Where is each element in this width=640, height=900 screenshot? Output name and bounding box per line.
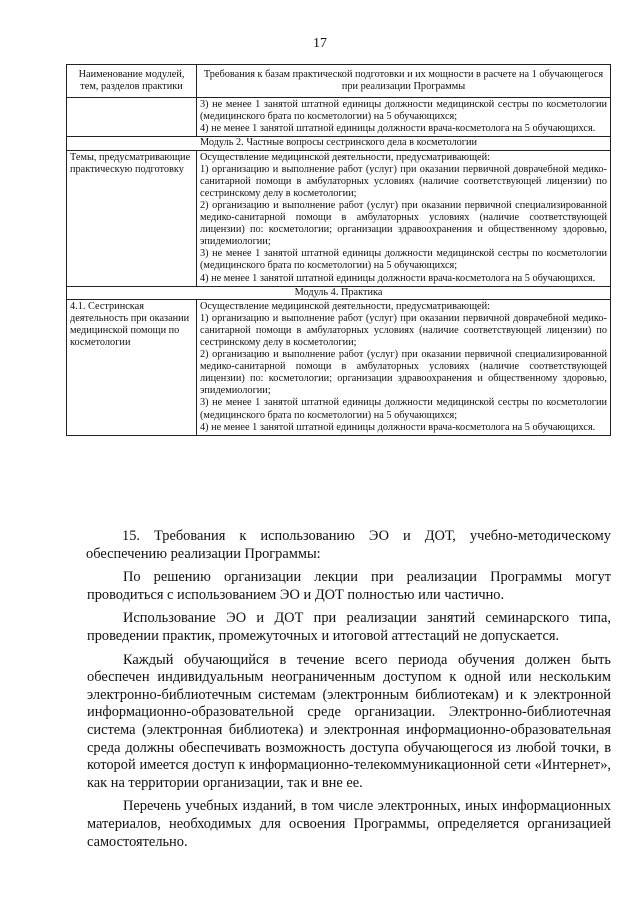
body-paragraph: По решению организации лекции при реализации Программы могут проводиться с использованием ЭО и ДОТ полностью или частично. (87, 569, 611, 603)
body-paragraph: Перечень учебных изданий, в том числе электронных, иных информационных материалов, необходимых для освоения Программы, определяется организацией самостоятельно. (87, 798, 611, 850)
section-heading-paragraph: 15. Требования к использованию ЭО и ДОТ, учебно-методическому обеспечению реализации Программы: (86, 528, 611, 562)
requirement-item: 1) организацию и выполнение работ (услуг) при оказании первичной доврачебной медико-санитарной помощи в амбулаторных условиях (наличие соответствующей лицензии) по сестринскому делу в косметологии; (200, 163, 607, 199)
module-4-requirements-cell (197, 299, 611, 435)
requirement-item: 1) организацию и выполнение работ (услуг) при оказании первичной доврачебной медико-санитарной помощи в амбулаторных условиях (наличие соответствующей лицензии) по сестринскому делу в косметологии; (200, 312, 607, 348)
module-4-title: Модуль 4. Практика (67, 286, 611, 299)
module-4-label-cell (67, 299, 197, 435)
requirement-item: 3) не менее 1 занятой штатной единицы должности медицинской сестры по косметологии (медицинского брата по косметологии) на 5 обучающихся; (200, 248, 607, 272)
continuation-row (67, 98, 611, 137)
requirement-item: 4) не менее 1 занятой штатной единицы должности врача-косметолога на 5 обучающихся. (200, 421, 596, 433)
practice-requirements-table (66, 64, 611, 436)
requirement-item: 2) организацию и выполнение работ (услуг) при оказании первичной специализированной медико-санитарной помощи в амбулаторных условиях (наличие соответствующей лицензии) по: косметологии; организации здравоохранения и общественному здоровью, эпидемиологии; (200, 349, 607, 397)
body-paragraph: Каждый обучающийся в течение всего периода обучения должен быть обеспечен индивидуальным неограниченным доступом к одной или нескольким электронно-библиотечным системам (электронным библиотекам) и к электронной информационно-образовательной среде организации. Электронно-библиотечная система (электронная библиотека) и электронная информационно-образовательная среда должны обеспечивать возможность доступа обучающегося из любой точки, в которой имеется доступ к информационно-телекоммуникационной сети «Интернет», как на территории организации, так и вне ее. (87, 651, 611, 791)
row-label: 4.1. Сестринская деятельность при оказании медицинской помощи по косметологии (70, 300, 190, 348)
module-title-row (67, 286, 611, 299)
module-title-row (67, 137, 611, 150)
page-number: 17 (313, 36, 327, 51)
body-paragraph: Использование ЭО и ДОТ при реализации занятий семинарского типа, проведении практик, промежуточных и итоговой аттестаций не допускается. (87, 610, 611, 644)
continuation-label-cell (67, 98, 197, 137)
requirement-intro: Осуществление медицинской деятельности, предусматривающей: (200, 300, 490, 312)
requirement-item: 3) не менее 1 занятой штатной единицы должности медицинской сестры по косметологии (медицинского брата по косметологии) на 5 обучающихся; (200, 99, 607, 123)
row-label: Темы, предусматривающие практическую подготовку (70, 151, 191, 175)
header-requirements-column: Требования к базам практической подготовки и их мощности в расчете на 1 обучающегося при реализации Программы (197, 65, 611, 98)
header-modules-column: Наименование модулей, тем, разделов практики (67, 65, 197, 98)
requirement-item: 4) не менее 1 занятой штатной единицы должности врача-косметолога на 5 обучающихся. (200, 123, 596, 135)
body-text (87, 528, 611, 857)
table-header-row (67, 65, 611, 98)
module-2-row (67, 150, 611, 286)
module-2-title: Модуль 2. Частные вопросы сестринского дела в косметологии (67, 137, 611, 150)
continuation-requirements-cell (197, 98, 611, 137)
requirement-item: 2) организацию и выполнение работ (услуг) при оказании первичной специализированной медико-санитарной помощи в амбулаторных условиях (наличие соответствующей лицензии) по: косметологии; организации здравоохранения и общественному здоровью, эпидемиологии; (200, 199, 607, 248)
requirement-item: 3) не менее 1 занятой штатной единицы должности медицинской сестры по косметологии (медицинского брата по косметологии) на 5 обучающихся; (200, 397, 607, 421)
requirement-intro: Осуществление медицинской деятельности, предусматривающей: (200, 151, 490, 163)
requirement-item: 4) не менее 1 занятой штатной единицы должности врача-косметолога на 5 обучающихся. (200, 272, 596, 284)
module-2-label-cell (67, 150, 197, 286)
module-4-row (67, 299, 611, 435)
module-2-requirements-cell (197, 150, 611, 286)
